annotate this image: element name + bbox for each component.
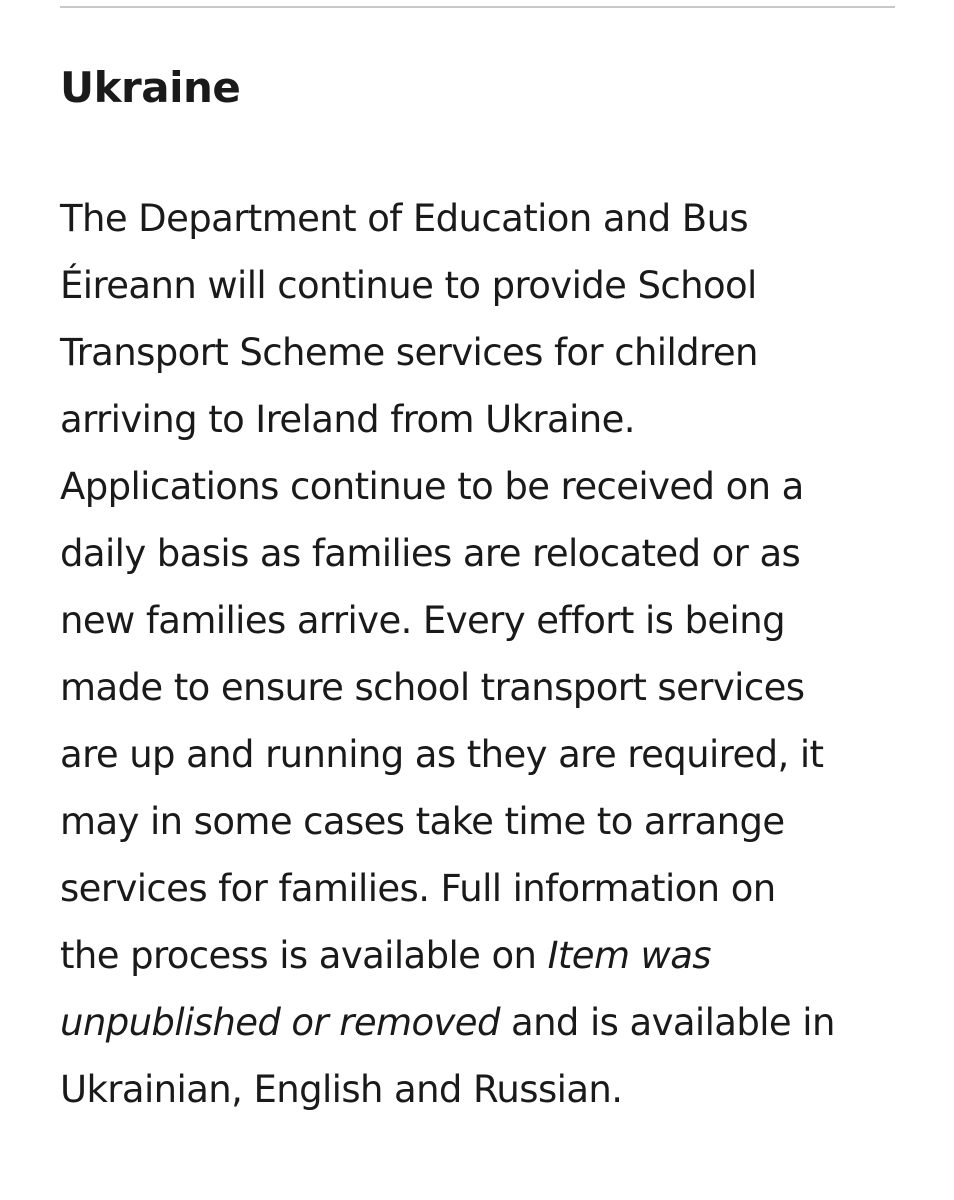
removed-item-link-continued[interactable]: unpublished or removed: [60, 1001, 500, 1044]
line-text: the process is available on: [60, 934, 548, 977]
paragraph-line: services for families. Full information on: [60, 867, 776, 910]
paragraph-line: [60, 922, 900, 989]
paragraph-line: may in some cases take time to arrange: [60, 800, 785, 843]
paragraph-line: [60, 989, 900, 1056]
body-paragraph: [60, 185, 900, 1123]
paragraph-line: arriving to Ireland from Ukraine.: [60, 398, 635, 441]
paragraph-line: made to ensure school transport services: [60, 666, 805, 709]
paragraph-line: daily basis as families are relocated or as: [60, 532, 801, 575]
paragraph-line: The Department of Education and Bus: [60, 197, 749, 240]
line-text: and is available in: [499, 1001, 835, 1044]
paragraph-line: Ukrainian, English and Russian.: [60, 1068, 623, 1111]
paragraph-line: are up and running as they are required, it: [60, 733, 824, 776]
removed-item-link[interactable]: Item was: [547, 934, 711, 977]
section-heading: Ukraine: [60, 63, 241, 112]
paragraph-line: Applications continue to be received on a: [60, 465, 804, 508]
paragraph-line: new families arrive. Every effort is being: [60, 599, 785, 642]
top-divider: [60, 6, 895, 8]
paragraph-line: Éireann will continue to provide School: [60, 264, 757, 307]
paragraph-line: Transport Scheme services for children: [60, 331, 758, 374]
